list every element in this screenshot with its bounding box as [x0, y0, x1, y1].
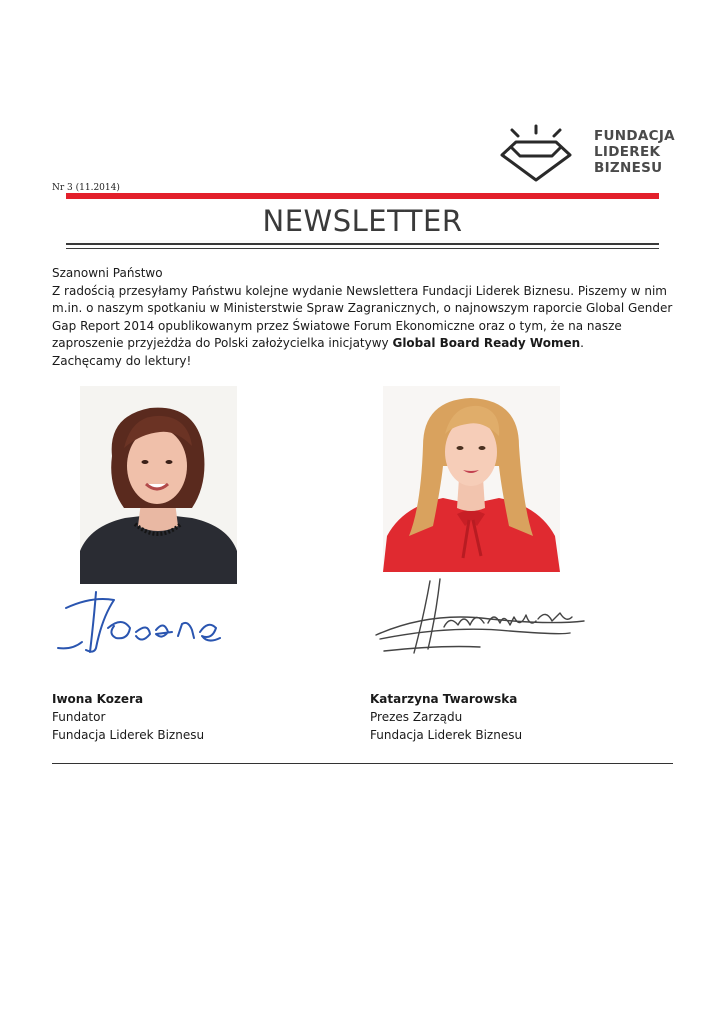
intro-text [52, 265, 677, 371]
person-role: Fundator [52, 710, 106, 724]
person-card [370, 690, 522, 744]
portrait-photo [383, 386, 560, 572]
person-organization: Fundacja Liderek Biznesu [52, 728, 205, 742]
logo-wordmark [594, 128, 675, 176]
intro-body-end: . [580, 336, 584, 351]
greeting: Szanowni Państwo [52, 266, 163, 280]
logo-line-3: BIZNESU [594, 160, 663, 176]
diamond-icon [498, 122, 578, 188]
foundation-logo [498, 122, 698, 188]
red-divider [66, 193, 659, 199]
newsletter-title: NEWSLETTER [262, 204, 463, 238]
person-name: Iwona Kozera [52, 692, 144, 706]
person-role: Prezes Zarządu [370, 710, 463, 724]
signature-kozera [52, 588, 232, 664]
closing-line: Zachęcamy do lektury! [52, 353, 192, 368]
logo-line-1: FUNDACJA [594, 128, 675, 144]
issue-number: Nr 3 (11.2014) [52, 183, 120, 193]
person-card [52, 690, 204, 744]
person-name: Katarzyna Twarowska [370, 692, 518, 706]
signature-twarowska [370, 575, 590, 663]
title-double-rule [66, 243, 659, 249]
logo-line-2: LIDEREK [594, 144, 661, 160]
portrait-photo [80, 386, 237, 584]
bottom-divider [52, 763, 673, 764]
intro-body: Z radością przesyłamy Państwu kolejne wydanie Newslettera Fundacji Liderek Biznesu. Piszemy w nim m.in. o naszym spotkaniu w Ministerstwie Spraw Zagranicznych, o najnowszym raporcie Global Gender Gap Report 2014 opublikowanym przez Światowe Forum Ekonomiczne oraz o tym, że na nasze zaproszenie przyjeżdża do Polski założycielka inicjatywy [52, 283, 673, 351]
initiative-name: Global Board Ready Women [392, 336, 581, 351]
intro-paragraph [52, 283, 677, 353]
person-organization: Fundacja Liderek Biznesu [370, 728, 523, 742]
